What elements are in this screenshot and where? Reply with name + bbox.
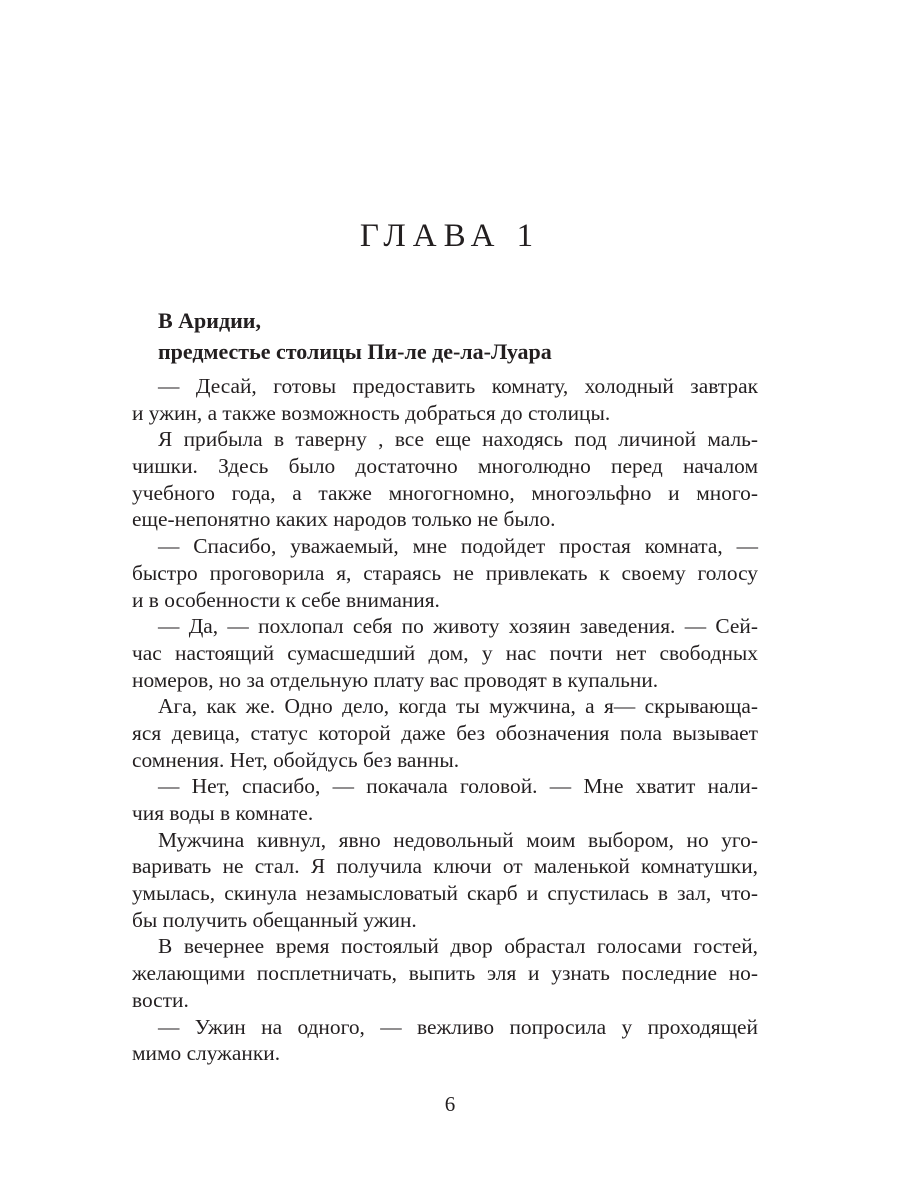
text-line: еще-непонятно каких народов только не было. <box>132 507 556 532</box>
paragraph <box>132 533 758 613</box>
text-line: сомнения. Нет, обойдусь без ванны. <box>132 747 460 772</box>
text-line: учебного года, а также многогномно, многоэльфно и много- <box>132 480 758 505</box>
text-line: — Да, — похлопал себя по животу хозяин заведения. — Сей- <box>158 614 758 639</box>
text-line: — Ужин на одного, — вежливо попросила у проходящей <box>158 1014 758 1039</box>
text-line: умылась, скинула незамысловатый скарб и спустилась в зал, что- <box>132 881 758 906</box>
text-line: номеров, но за отдельную плату вас проводят в купальни. <box>132 667 659 692</box>
text-line: быстро проговорила я, стараясь не привлекать к своему голосу <box>132 560 758 585</box>
paragraph <box>132 613 758 693</box>
text-line: бы получить обещанный ужин. <box>132 907 417 932</box>
text-line: чишки. Здесь было достаточно многолюдно перед началом <box>132 454 758 479</box>
subtitle-line: В Аридии, <box>158 308 261 333</box>
text-line: варивать не стал. Я получила ключи от маленькой комнатушки, <box>132 854 758 879</box>
chapter-subtitle <box>158 305 552 367</box>
page-number: 6 <box>444 1092 456 1116</box>
text-line: — Спасибо, уважаемый, мне подойдет простая комната, — <box>158 534 758 559</box>
paragraph <box>132 1014 758 1067</box>
text-line: Ага, как же. Одно дело, когда ты мужчина, а я— скрывающа- <box>158 694 758 719</box>
paragraph <box>132 827 758 934</box>
paragraph <box>132 933 758 1013</box>
paragraph <box>132 773 758 826</box>
text-line: вости. <box>132 987 189 1012</box>
paragraph <box>132 693 758 773</box>
paragraph <box>132 373 758 426</box>
text-line: мимо служанки. <box>132 1041 281 1066</box>
paragraph <box>132 426 758 533</box>
text-line: желающими посплетничать, выпить эля и узнать последние но- <box>132 961 758 986</box>
subtitle-line: предместье столицы Пи-ле де-ла-Луара <box>158 339 552 364</box>
text-line: час настоящий сумасшедший дом, у нас почти нет свободных <box>132 640 758 665</box>
text-line: чия воды в комнате. <box>132 801 314 825</box>
chapter-title: ГЛАВА 1 <box>359 218 541 254</box>
text-line: В вечернее время постоялый двор обрастал голосами гостей, <box>158 934 758 959</box>
text-line: — Нет, спасибо, — покачала головой. — Мне хватит нали- <box>158 774 758 799</box>
text-line: и в особенности к себе внимания. <box>132 587 440 612</box>
text-line: яся девица, статус которой даже без обозначения пола вызывает <box>132 720 758 745</box>
text-line: Мужчина кивнул, явно недовольный моим выбором, но уго- <box>158 827 758 852</box>
text-line: Я прибыла в таверну , все еще находясь под личиной маль- <box>158 427 758 452</box>
text-line: и ужин, а также возможность добраться до столицы. <box>132 400 611 425</box>
body-text <box>132 373 758 1067</box>
text-line: — Десай, готовы предоставить комнату, холодный завтрак <box>158 374 758 398</box>
